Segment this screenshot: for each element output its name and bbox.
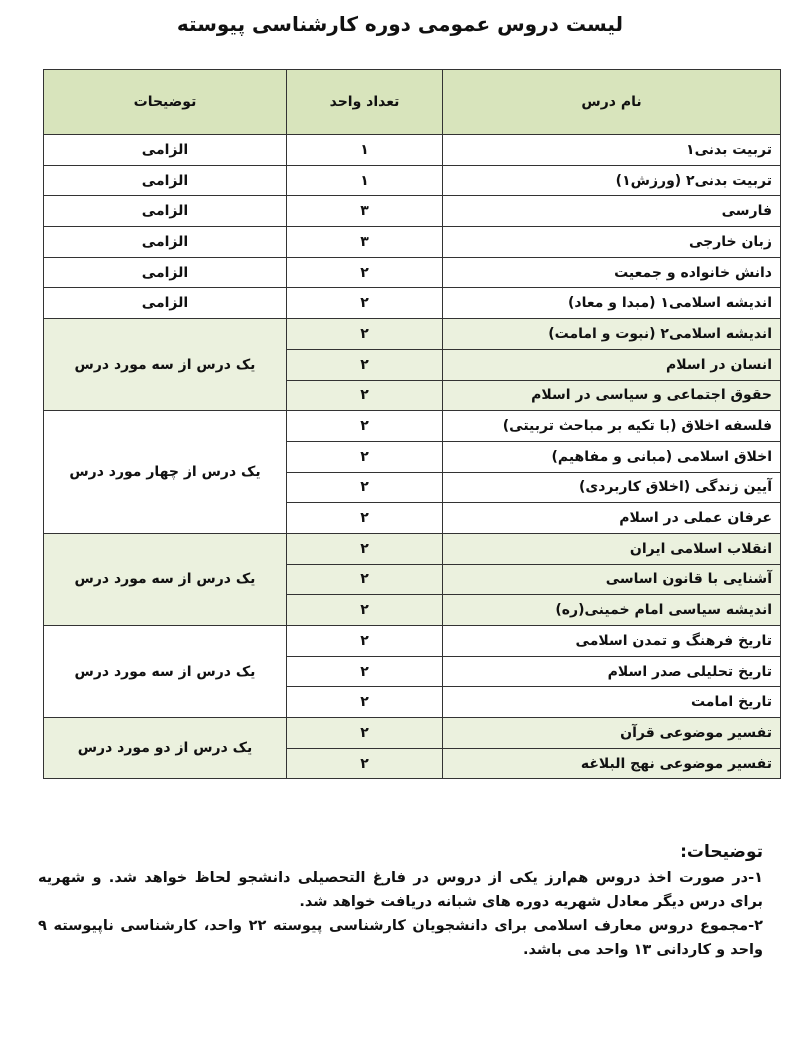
course-name-cell: اخلاق اسلامی (مبانی و مفاهیم) — [443, 441, 781, 472]
notes-title: توضیحات: — [680, 842, 763, 862]
table-row — [44, 626, 781, 657]
header-course-name: نام درس — [443, 70, 781, 135]
course-name-cell: اندیشه سیاسی امام خمینی(ره) — [443, 595, 781, 626]
units-cell: ۲ — [287, 441, 443, 472]
course-name-cell: تربیت بدنی۱ — [443, 135, 781, 166]
course-name-cell: آیین زندگی (اخلاق کاربردی) — [443, 472, 781, 503]
course-name-cell: تربیت بدنی۲ (ورزش۱) — [443, 165, 781, 196]
units-cell: ۲ — [287, 257, 443, 288]
course-name-cell: حقوق اجتماعی و سیاسی در اسلام — [443, 380, 781, 411]
note-item-2: ۲-مجموع دروس معارف اسلامی برای دانشجویان کارشناسی پیوسته ۲۲ واحد، کارشناسی ناپیوسته ۹ واحد و کاردانی ۱۳ واحد می باشد. — [38, 918, 763, 958]
group-notes-cell: یک درس از سه مورد درس — [44, 533, 287, 625]
units-cell: ۲ — [287, 748, 443, 779]
course-name-cell: زبان خارجی — [443, 227, 781, 258]
course-name-cell: تاریخ تحلیلی صدر اسلام — [443, 656, 781, 687]
course-name-cell: عرفان عملی در اسلام — [443, 503, 781, 534]
notes-cell: الزامی — [44, 165, 287, 196]
units-cell: ۱ — [287, 165, 443, 196]
notes-section — [38, 840, 763, 962]
course-name-cell: تاریخ امامت — [443, 687, 781, 718]
units-cell: ۳ — [287, 196, 443, 227]
units-cell: ۲ — [287, 380, 443, 411]
table-body — [44, 135, 781, 779]
units-cell: ۲ — [287, 626, 443, 657]
notes-cell: الزامی — [44, 227, 287, 258]
units-cell: ۲ — [287, 687, 443, 718]
table-header-row — [44, 70, 781, 135]
notes-cell: الزامی — [44, 135, 287, 166]
course-name-cell: آشنایی با قانون اساسی — [443, 564, 781, 595]
course-name-cell: دانش خانواده و جمعیت — [443, 257, 781, 288]
units-cell: ۲ — [287, 411, 443, 442]
table-row — [44, 227, 781, 258]
notes-cell: الزامی — [44, 288, 287, 319]
units-cell: ۲ — [287, 503, 443, 534]
courses-table — [43, 69, 781, 779]
page-title: لیست دروس عمومی دوره کارشناسی پیوسته — [176, 12, 624, 36]
units-cell: ۱ — [287, 135, 443, 166]
group-notes-cell: یک درس از چهار مورد درس — [44, 411, 287, 534]
header-notes: توضیحات — [44, 70, 287, 135]
units-cell: ۲ — [287, 564, 443, 595]
course-name-cell: فلسفه اخلاق (با تکیه بر مباحث تربیتی) — [443, 411, 781, 442]
units-cell: ۲ — [287, 595, 443, 626]
units-cell: ۲ — [287, 533, 443, 564]
note-item-1: ۱-در صورت اخذ دروس هم‌ارز یکی از دروس در فارغ التحصیلی دانشجو لحاظ خواهد شد. و شهریه برای درس دیگر معادل شهریه دوره های شبانه دریافت خواهد شد. — [38, 870, 763, 910]
notes-cell: الزامی — [44, 257, 287, 288]
course-name-cell: تفسیر موضوعی قرآن — [443, 718, 781, 749]
course-name-cell: فارسی — [443, 196, 781, 227]
course-name-cell: انقلاب اسلامی ایران — [443, 533, 781, 564]
units-cell: ۲ — [287, 319, 443, 350]
units-cell: ۲ — [287, 718, 443, 749]
course-name-cell: انسان در اسلام — [443, 349, 781, 380]
table-row — [44, 411, 781, 442]
units-cell: ۲ — [287, 472, 443, 503]
course-name-cell: تاریخ فرهنگ و تمدن اسلامی — [443, 626, 781, 657]
group-notes-cell: یک درس از دو مورد درس — [44, 718, 287, 779]
table-row — [44, 257, 781, 288]
table-row — [44, 288, 781, 319]
course-name-cell: تفسیر موضوعی نهج البلاغه — [443, 748, 781, 779]
group-notes-cell: یک درس از سه مورد درس — [44, 319, 287, 411]
table-row — [44, 165, 781, 196]
table-row — [44, 135, 781, 166]
notes-cell: الزامی — [44, 196, 287, 227]
units-cell: ۲ — [287, 288, 443, 319]
table-row — [44, 533, 781, 564]
header-units: تعداد واحد — [287, 70, 443, 135]
course-name-cell: اندیشه اسلامی۲ (نبوت و امامت) — [443, 319, 781, 350]
units-cell: ۳ — [287, 227, 443, 258]
table-row — [44, 196, 781, 227]
units-cell: ۲ — [287, 656, 443, 687]
group-notes-cell: یک درس از سه مورد درس — [44, 626, 287, 718]
course-name-cell: اندیشه اسلامی۱ (مبدا و معاد) — [443, 288, 781, 319]
table-row — [44, 718, 781, 749]
table-row — [44, 319, 781, 350]
units-cell: ۲ — [287, 349, 443, 380]
